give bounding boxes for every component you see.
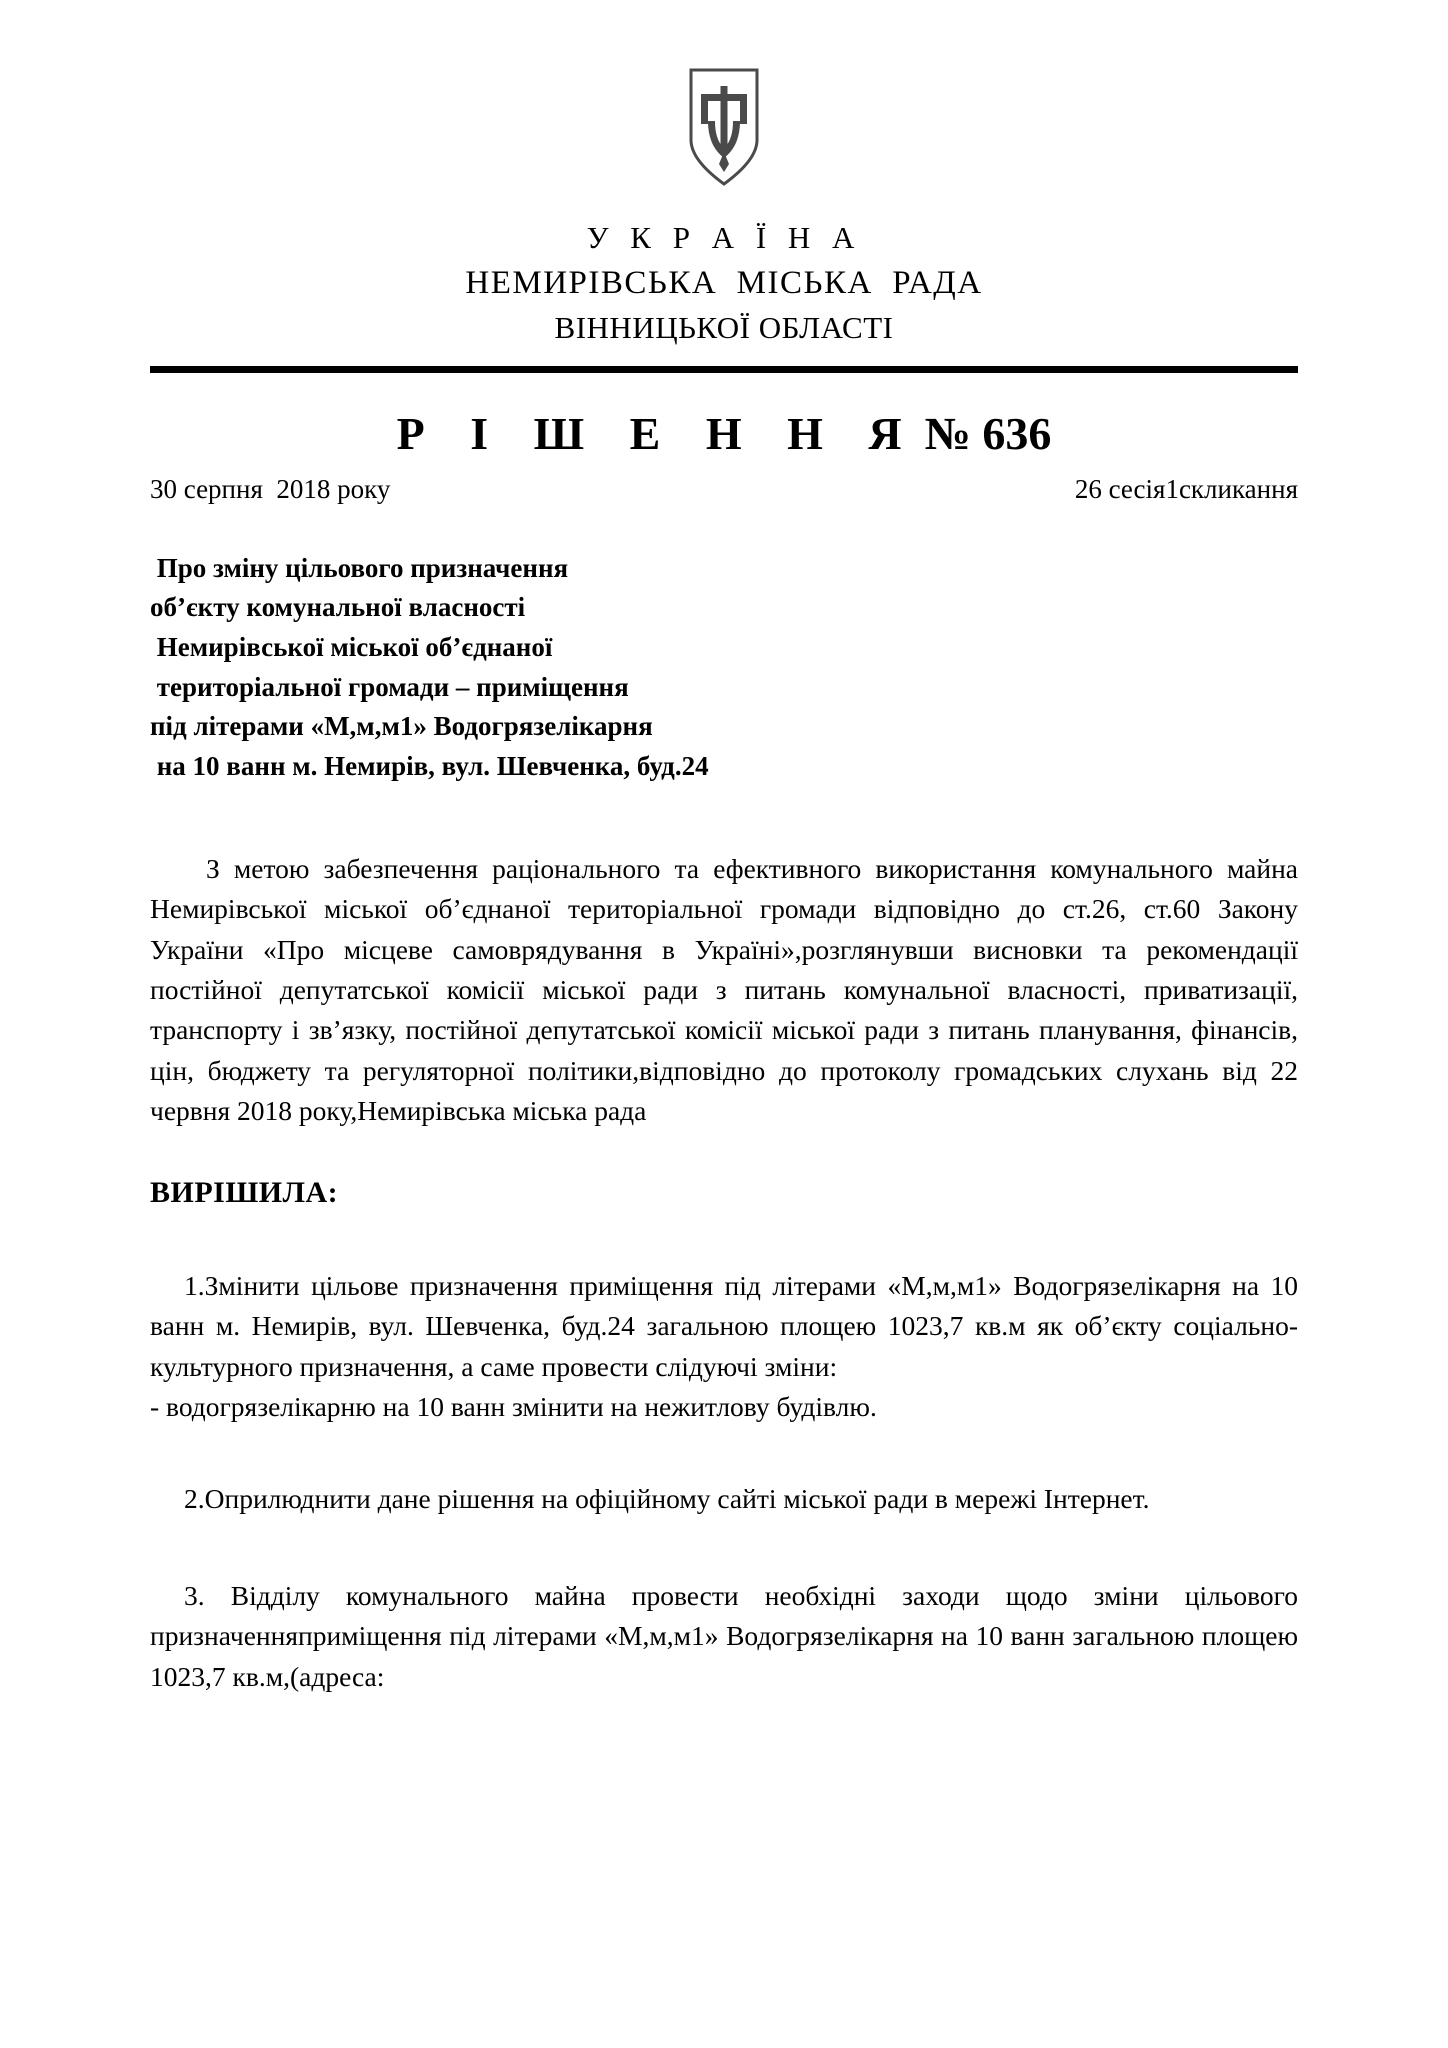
decision-item-3: 3. Відділу комунального майна провести необхідні заходи щодо зміни цільового призначенняприміщення під літерами «М,м,м1» Водогрязелікарня на 10 ванн загальною площею 1023,7 кв.м,(адреса: <box>150 1579 1298 1692</box>
page-title <box>397 407 1052 460</box>
decision-item-1-dash: - водогрязелікарню на 10 ванн змінити на нежитлову будівлю. <box>150 1390 877 1422</box>
header-divider-rule <box>150 366 1298 373</box>
subject-line: територіальної громади – приміщення <box>150 671 629 702</box>
title-number: № 636 <box>924 407 1052 459</box>
document-date: 30 серпня 2018 року <box>150 473 391 504</box>
header-region: ВІННИЦЬКОЇ ОБЛАСТІ <box>554 309 894 345</box>
header-country: У К Р А Ї Н А <box>586 220 862 255</box>
header-council: НЕМИРІВСЬКА МІСЬКА РАДА <box>465 264 983 301</box>
ukraine-coat-of-arms-tryzub-icon <box>685 68 763 186</box>
subject-line: під літерами «М,м,м1» Водогрязелікарня <box>150 711 653 742</box>
resolved-heading: ВИРІШИЛА: <box>150 1175 339 1209</box>
document-meta-row <box>150 474 1298 505</box>
document-session: 26 сесія1скликання <box>1074 473 1298 504</box>
title-word: Р І Ш Е Н Н Я <box>396 407 919 459</box>
subject-line: на 10 ванн м. Немирів, вул. Шевченка, буд.24 <box>150 751 709 782</box>
document-body <box>150 849 1298 1697</box>
decision-item-1: 1.Змінити цільове призначення приміщення під літерами «М,м,м1» Водогрязелікарня на 10 ванн м. Немирів, вул. Шевченка, буд.24 загальною площею 1023,7 кв.м як об’єкту соціально-культурного призначення, а саме провести слідуючі зміни: <box>150 1269 1298 1382</box>
subject-line: об’єкту комунальної власності <box>150 592 526 623</box>
document-subject-block <box>150 549 1298 787</box>
organisation-header <box>0 218 1448 348</box>
decision-item-2: 2.Оприлюднити дане рішення на офіційному сайті міської ради в мережі Інтернет. <box>184 1483 1150 1515</box>
document-title-row <box>150 407 1298 460</box>
subject-line: Про зміну цільового призначення <box>150 552 569 583</box>
emblem-container <box>0 0 1448 186</box>
subject-line: Немирівської міської об’єднаної <box>150 631 553 662</box>
preamble-paragraph: З метою забезпечення раціонального та ефективного використання комунального майна Немирівської міської об’єднаної територіальної громади відповідно до ст.26, ст.60 Закону України «Про місцеве самоврядування в Україні»,розглянувши висновки та рекомендації постійної депутатської комісії міської ради з питань комунальної власності, приватизації, транспорту і зв’язку, постійної депутатської комісії міської ради з питань планування, фінансів, цін, бюджету та регуляторної політики,відповідно до протоколу громадських слухань від 22 червня 2018 року,Немирівська міська рада <box>150 852 1298 1127</box>
